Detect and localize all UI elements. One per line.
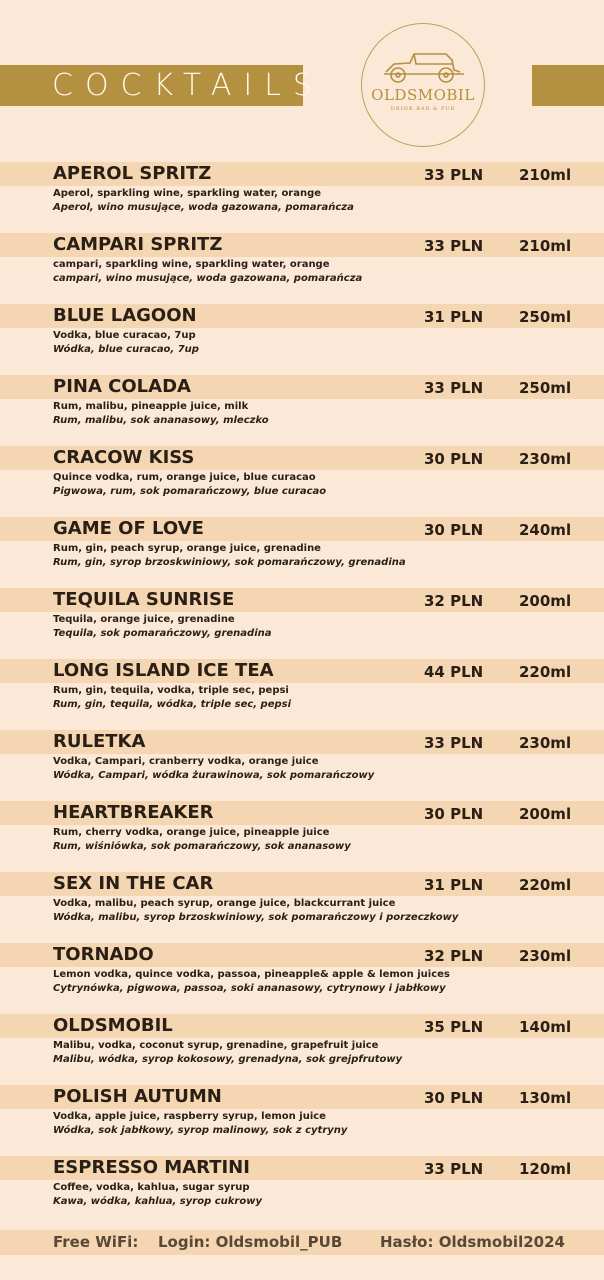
wifi-label: Free WiFi: [53,1233,139,1251]
menu-item [0,304,604,375]
cocktail-volume: 130ml [519,1089,572,1107]
cocktail-name: TORNADO [53,944,154,965]
cocktail-name: OLDSMOBIL [53,1015,173,1036]
menu-item [0,162,604,233]
ingredients-english: Lemon vodka, quince vodka, passoa, pineapple& apple & lemon juices [53,969,450,980]
cocktail-volume: 200ml [519,805,572,823]
header [0,0,604,150]
menu-item [0,943,604,1014]
cocktail-volume: 200ml [519,592,572,610]
ingredients-english: campari, sparkling wine, sparkling water, orange [53,259,330,270]
cocktail-menu [0,162,604,1227]
cocktail-name: RULETKA [53,731,146,752]
cocktail-name: HEARTBREAKER [53,802,214,823]
cocktail-price: 30 PLN [424,805,484,823]
ingredients-english: Malibu, vodka, coconut syrup, grenadine, grapefruit juice [53,1040,379,1051]
decorative-bar [532,65,604,106]
cocktail-name: TEQUILA SUNRISE [53,589,235,610]
cocktail-price: 31 PLN [424,876,484,894]
cocktail-price: 33 PLN [424,237,484,255]
cocktail-name: LONG ISLAND ICE TEA [53,660,274,681]
ingredients-polish: Cytrynówka, pigwowa, passoa, soki ananasowy, cytrynowy i jabłkowy [53,983,446,994]
ingredients-english: Rum, gin, peach syrup, orange juice, grenadine [53,543,321,554]
ingredients-polish: Rum, malibu, sok ananasowy, mleczko [53,415,269,426]
ingredients-polish: Wódka, blue curacao, 7up [53,344,199,355]
cocktail-volume: 210ml [519,237,572,255]
cocktail-volume: 220ml [519,876,572,894]
ingredients-polish: Rum, wiśniówka, sok pomarańczowy, sok ananasowy [53,841,351,852]
cocktail-volume: 250ml [519,379,572,397]
menu-item [0,1085,604,1156]
menu-item [0,233,604,304]
ingredients-english: Rum, malibu, pineapple juice, milk [53,401,249,412]
ingredients-polish: Tequila, sok pomarańczowy, grenadina [53,628,272,639]
ingredients-english: Vodka, apple juice, raspberry syrup, lemon juice [53,1111,326,1122]
footer-wifi [0,1230,604,1255]
ingredients-polish: Kawa, wódka, kahlua, syrop cukrowy [53,1196,262,1207]
vintage-car-icon [380,50,466,84]
ingredients-english: Aperol, sparkling wine, sparkling water, orange [53,188,322,199]
ingredients-polish: Wódka, malibu, syrop brzoskwiniowy, sok pomarańczowy i porzeczkowy [53,912,459,923]
cocktail-volume: 240ml [519,521,572,539]
wifi-login: Login: Oldsmobil_PUB [158,1233,343,1251]
ingredients-english: Rum, gin, tequila, vodka, triple sec, pepsi [53,685,289,696]
ingredients-polish: Malibu, wódka, syrop kokosowy, grenadyna, sok grejpfrutowy [53,1054,403,1065]
ingredients-polish: Wódka, sok jabłkowy, syrop malinowy, sok z cytryny [53,1125,348,1136]
cocktail-volume: 220ml [519,663,572,681]
cocktail-price: 30 PLN [424,450,484,468]
cocktail-price: 33 PLN [424,166,484,184]
ingredients-english: Quince vodka, rum, orange juice, blue curacao [53,472,316,483]
cocktail-price: 35 PLN [424,1018,484,1036]
cocktail-price: 31 PLN [424,308,484,326]
cocktail-volume: 120ml [519,1160,572,1178]
menu-item [0,730,604,801]
ingredients-polish: Pigwowa, rum, sok pomarańczowy, blue curacao [53,486,327,497]
cocktail-name: CAMPARI SPRITZ [53,234,223,255]
ingredients-english: Coffee, vodka, kahlua, sugar syrup [53,1182,250,1193]
cocktail-price: 33 PLN [424,379,484,397]
cocktail-price: 30 PLN [424,521,484,539]
logo-subtitle: DRINK BAR & PUB [390,106,456,112]
menu-item [0,446,604,517]
ingredients-polish: Rum, gin, tequila, wódka, triple sec, pepsi [53,699,292,710]
ingredients-polish: Rum, gin, syrop brzoskwiniowy, sok pomarańczowy, grenadina [53,557,406,568]
cocktail-name: POLISH AUTUMN [53,1086,222,1107]
menu-item [0,659,604,730]
cocktail-price: 32 PLN [424,947,484,965]
menu-item [0,872,604,943]
menu-item [0,1156,604,1227]
logo [361,23,485,147]
cocktail-name: BLUE LAGOON [53,305,197,326]
cocktail-name: PINA COLADA [53,376,191,397]
cocktail-volume: 140ml [519,1018,572,1036]
ingredients-english: Vodka, malibu, peach syrup, orange juice, blackcurrant juice [53,898,396,909]
cocktail-name: SEX IN THE CAR [53,873,214,894]
cocktail-volume: 230ml [519,734,572,752]
cocktail-name: ESPRESSO MARTINI [53,1157,250,1178]
menu-item [0,375,604,446]
cocktail-price: 44 PLN [424,663,484,681]
ingredients-polish: Wódka, Campari, wódka żurawinowa, sok pomarańczowy [53,770,375,781]
ingredients-english: Rum, cherry vodka, orange juice, pineapple juice [53,827,330,838]
cocktail-price: 33 PLN [424,734,484,752]
cocktail-volume: 230ml [519,947,572,965]
cocktail-price: 32 PLN [424,592,484,610]
menu-item [0,1014,604,1085]
cocktail-name: GAME OF LOVE [53,518,204,539]
cocktail-name: APEROL SPRITZ [53,163,212,184]
logo-name: OLDSMOBIL [371,86,475,104]
cocktail-price: 30 PLN [424,1089,484,1107]
ingredients-english: Vodka, blue curacao, 7up [53,330,196,341]
wifi-password: Hasło: Oldsmobil2024 [380,1233,565,1251]
cocktail-price: 33 PLN [424,1160,484,1178]
menu-item [0,517,604,588]
menu-item [0,588,604,659]
ingredients-english: Vodka, Campari, cranberry vodka, orange juice [53,756,319,767]
cocktail-volume: 230ml [519,450,572,468]
ingredients-polish: Aperol, wino musujące, woda gazowana, pomarańcza [53,202,354,213]
ingredients-polish: campari, wino musujące, woda gazowana, pomarańcza [53,273,363,284]
cocktail-volume: 210ml [519,166,572,184]
cocktail-name: CRACOW KISS [53,447,195,468]
cocktail-volume: 250ml [519,308,572,326]
page-title: COCKTAILS [52,68,324,103]
menu-item [0,801,604,872]
ingredients-english: Tequila, orange juice, grenadine [53,614,235,625]
